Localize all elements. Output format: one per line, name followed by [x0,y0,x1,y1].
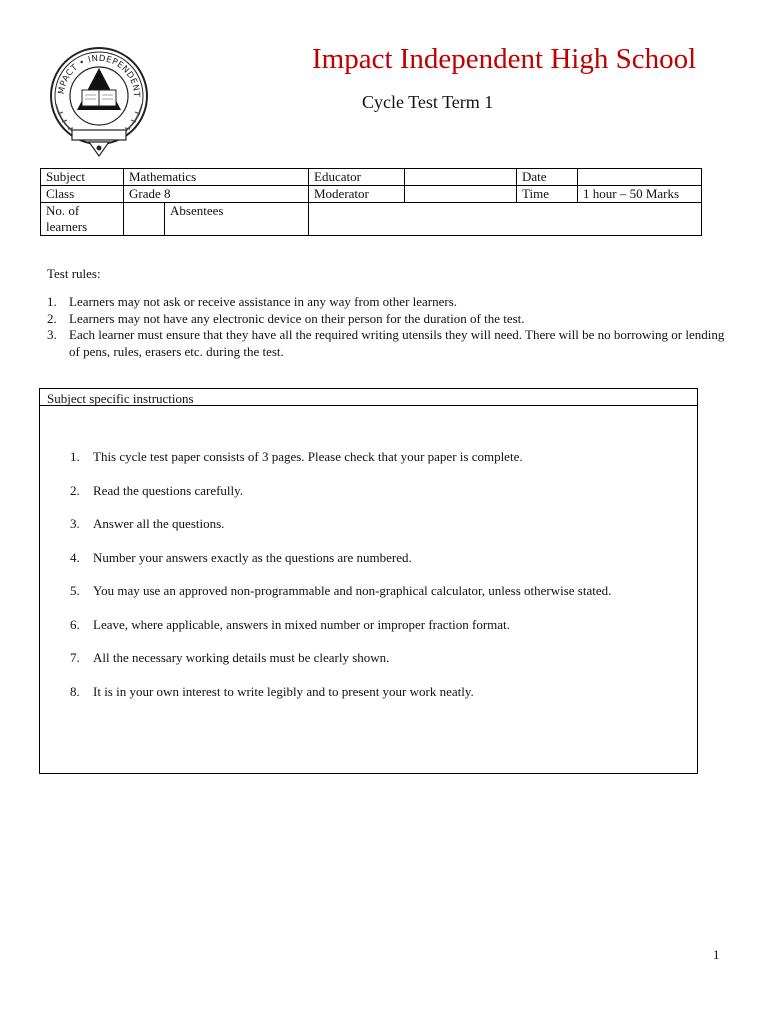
absentees-value [309,203,702,236]
test-rules-title: Test rules: [47,266,101,281]
rule-number: 2. [47,310,57,326]
rule-text: Learners may not ask or receive assistance in any way from other learners. [69,294,458,309]
moderator-value [405,186,517,203]
list-item [70,608,690,642]
instruction-text: Number your answers exactly as the questions are numbered. [93,549,412,565]
time-value: 1 hour – 50 Marks [578,186,702,203]
list-item [70,641,690,675]
list-item [70,574,690,608]
list-item [47,311,727,328]
instructions-box [39,388,698,774]
list-item [70,541,690,575]
instruction-number: 2. [70,482,80,498]
table-row [41,169,702,186]
subject-value: Mathematics [124,169,309,186]
subject-label: Subject [41,169,124,186]
absentees-label: Absentees [165,203,309,236]
rule-text: Each learner must ensure that they have all the required writing utensils they will need. There will be no borrowing or lending of pens, rules, erasers etc. during the test. [69,327,725,359]
instruction-text: This cycle test paper consists of 3 pages. Please check that your paper is complete. [93,449,523,464]
time-label: Time [517,186,578,203]
school-name: Impact Independent High School [312,43,697,75]
instruction-number: 4. [70,549,80,565]
instruction-number: 1. [70,449,80,464]
instruction-number: 7. [70,650,80,665]
list-item [70,474,690,508]
list-item [70,440,690,474]
svg-text:IMPACT • INDEPENDENT: MPACT • INDEPENDENT [56,53,142,98]
date-value [578,169,702,186]
instructions-list [70,440,690,708]
list-item [47,294,727,311]
test-info-table [40,168,702,236]
instruction-number: 6. [70,616,80,632]
learners-label: No. of learners [41,203,124,236]
list-item [70,507,690,541]
test-rules-list [47,294,727,360]
school-crest-icon [44,44,154,160]
instruction-text: Answer all the questions. [93,516,225,531]
document-title: Cycle Test Term 1 [362,92,494,112]
instruction-text: Read the questions carefully. [93,482,244,498]
list-item [47,327,727,360]
class-label: Class [41,186,124,203]
instruction-number: 8. [70,683,80,699]
date-label: Date [517,169,578,186]
instruction-number: 5. [70,583,80,598]
class-value: Grade 8 [124,186,309,203]
instructions-title: Subject specific instructions [40,389,697,406]
moderator-label: Moderator [309,186,405,203]
educator-value [405,169,517,186]
instruction-number: 3. [70,516,80,531]
table-row [41,186,702,203]
instruction-text: Leave, where applicable, answers in mixed number or improper fraction format. [93,616,510,632]
page-number: 1 [713,947,720,962]
rule-number: 3. [47,327,57,342]
instruction-text: You may use an approved non-programmable and non-graphical calculator, unless otherwise stated. [93,583,612,598]
instruction-text: It is in your own interest to write legibly and to present your work neatly. [93,683,474,699]
educator-label: Educator [309,169,405,186]
rule-number: 1. [47,294,57,309]
learners-value [124,203,165,236]
list-item [70,675,690,709]
rule-text: Learners may not have any electronic device on their person for the duration of the test. [69,310,525,326]
instruction-text: All the necessary working details must be clearly shown. [93,650,390,665]
table-row [41,203,702,236]
